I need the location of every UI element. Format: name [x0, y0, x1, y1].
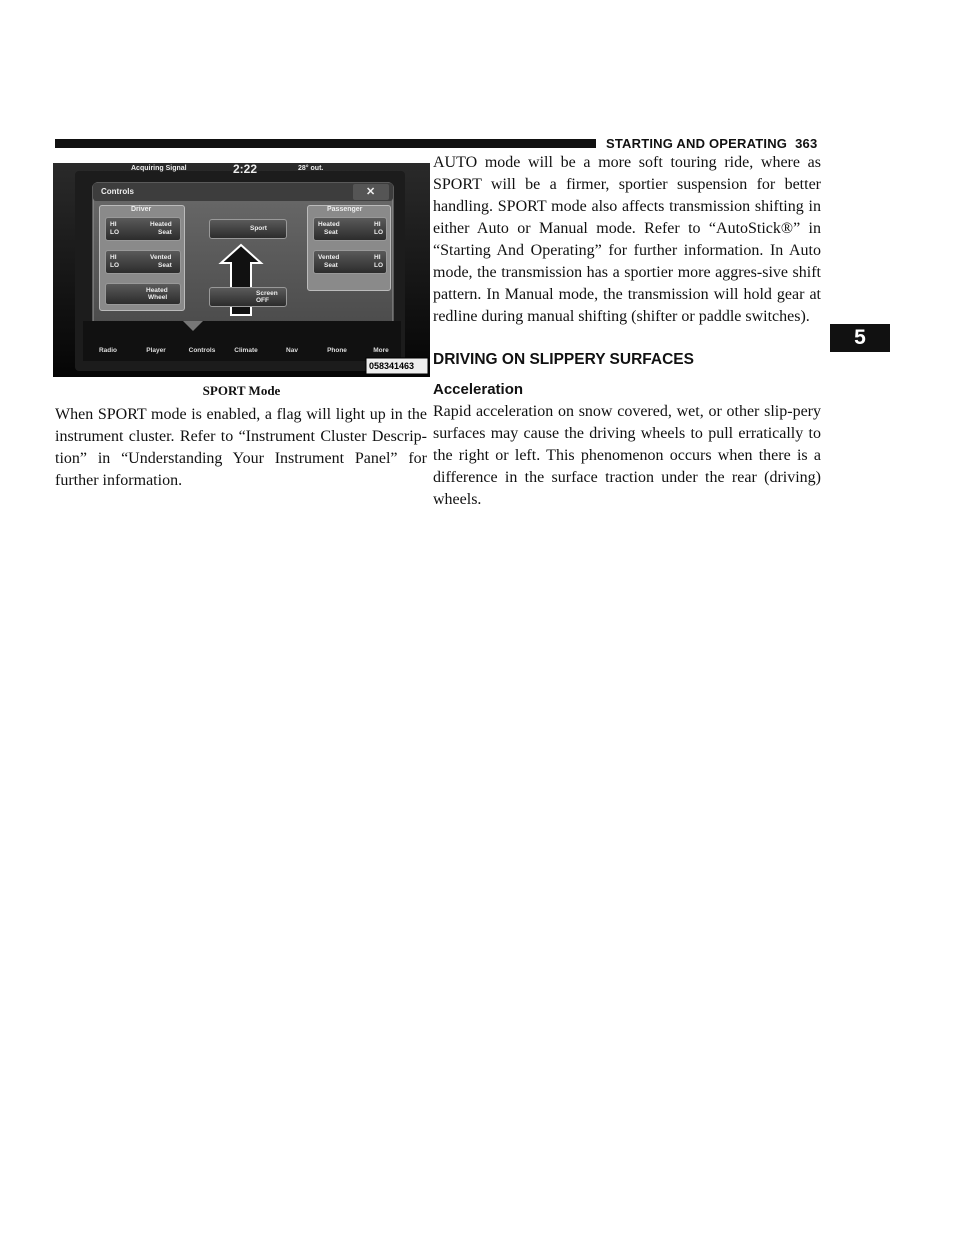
header-rule [55, 139, 596, 148]
acceleration-paragraph: Rapid acceleration on snow covered, wet, or other slip-pery surfaces may cause the driving wheels to pull erratically to the right or left. This phenomenon occurs when there is a difference in the surface traction under the rear (driving) wheels. [433, 403, 821, 508]
auto-sport-paragraph: AUTO mode will be a more soft touring ride, where as SPORT will be a firmer, sportier suspension for better handling. SPORT mode also affects transmission shifting in either Auto or Manual mode. Refer to “AutoStick®” in “Starting And Operating” for further information. In Auto mode, the transmission has a sportier more aggres-sive shift pattern. In Manual mode, the transmission will hold gear at redline during manual shifting (shifter or paddle switches). [433, 154, 821, 325]
figure-caption: SPORT Mode [202, 383, 281, 398]
close-icon[interactable]: ✕ [366, 186, 376, 198]
driver-label: Driver [131, 206, 152, 213]
nav-phone-label[interactable]: Phone [327, 347, 347, 354]
nav-controls-label[interactable]: Controls [188, 347, 216, 354]
driver-heated-seat-button[interactable]: HI LO Heated Seat [105, 217, 181, 241]
controls-title: Controls [101, 187, 134, 196]
sport-mode-flag-paragraph: When SPORT mode is enabled, a flag will light up in the instrument cluster. Refer to “Instrument Cluster Descrip-tion” in “Understanding Your Instrument Panel” for further information. [55, 406, 427, 489]
figure-id: 058341463 [369, 361, 415, 371]
running-header [606, 136, 817, 151]
nav-radio-label[interactable]: Radio [98, 347, 118, 354]
figure-photo [53, 163, 430, 377]
subsection-heading: Acceleration [433, 381, 524, 398]
status-signal: Acquiring Signal [131, 165, 187, 172]
status-time: 2:22 [233, 163, 258, 176]
section-heading: DRIVING ON SLIPPERY SURFACES [433, 351, 694, 368]
status-temperature: 28° out. [298, 165, 324, 172]
page-number: 363 [795, 136, 818, 151]
left-column [55, 404, 427, 492]
sport-mode-button[interactable]: Sport [209, 219, 287, 239]
header-section-title: STARTING AND OPERATING [606, 136, 788, 151]
nav-climate-label[interactable]: Climate [234, 347, 258, 354]
chapter-tab: 5 [830, 324, 890, 352]
driver-vented-seat-button[interactable]: HI LO Vented Seat [105, 250, 181, 274]
passenger-heated-seat-button[interactable]: Heated Seat HI LO [313, 217, 387, 241]
heated-wheel-button[interactable]: Heated Wheel [105, 283, 181, 305]
nav-more-label[interactable]: More [373, 347, 389, 354]
nav-player-label[interactable]: Player [146, 347, 166, 354]
passenger-vented-seat-button[interactable]: Vented Seat HI LO [313, 250, 387, 274]
passenger-label: Passenger [327, 206, 363, 213]
screen-off-button[interactable]: Screen OFF [209, 287, 287, 307]
right-column [433, 152, 821, 511]
nav-nav-label[interactable]: Nav [286, 347, 298, 354]
